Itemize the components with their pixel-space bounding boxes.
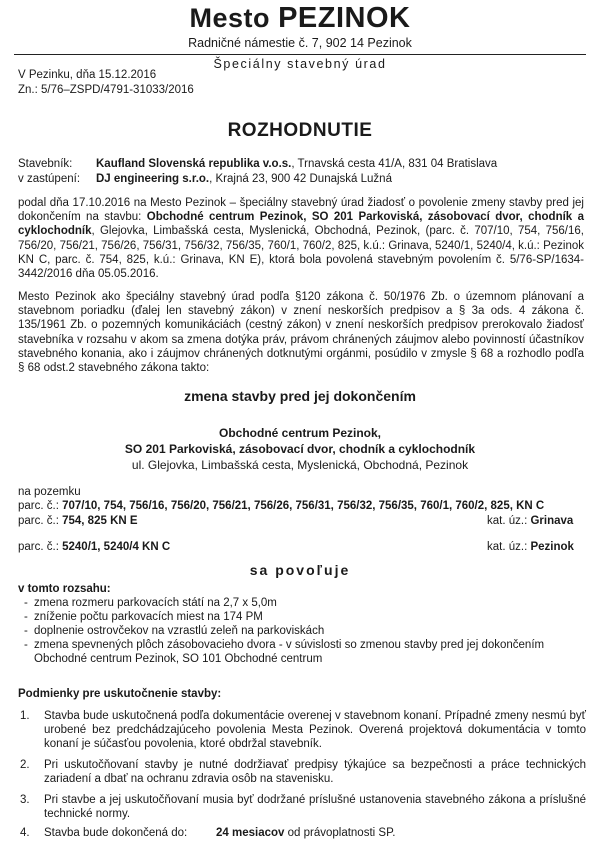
conditions-title: Podmienky pre uskutočnenie stavby: — [18, 688, 222, 700]
intro-text-c: , Glejovka, Limbašská cesta, Myslenická, Obchodná, Pezinok, (parc. č. 707/10, 754, 756/16, 756/20, 756/21, 756/26, 756/31, 756/32, 756/35, 760/1, 760/2, 825, k.ú.: Grinava, 5240/1, 5240/4, k.ú.: Pezinok KN C, parc. č. 754, 825, k.ú.: Grinava, KN E), ktorá bola povolená stavebným povolením č. 5/76-SP/1634-3442/2016 dňa 05.05.2016. — [18, 225, 584, 281]
parcel-numbers: 5240/1, 5240/4 KN C — [62, 541, 171, 553]
scope-item: - zníženie počtu parkovacích miest na 174 PM — [18, 610, 584, 624]
decision-subject: zmena stavby pred jej dokončením — [184, 388, 416, 404]
builder-value — [96, 158, 497, 170]
intro-paragraph — [18, 196, 584, 281]
parcel-row-3 — [18, 541, 170, 553]
scope-item: - zmena rozmeru parkovacích státí na 2,7 x 5,0m — [18, 596, 584, 610]
parcel-row-1 — [18, 500, 544, 512]
intro-project-name: Obchodné centrum Pezinok, SO 201 Parkoviská, zásobovací dvor, chodník a cyklochodník — [18, 211, 584, 238]
condition-item — [20, 709, 586, 752]
condition-text: Stavba bude uskutočnená podľa dokumentácie overenej v stavebnom konaní. Prípadné zmeny nesmú byť urobené bez predchádzajúceho povolenia Mesta Pezinok. Overená projektová dokumentácia v tomto konaní je súčasťou povolenia, ktoré obdržal stavebník. — [44, 710, 586, 751]
organization-name — [0, 2, 600, 35]
cadastral-grinava — [487, 515, 573, 527]
scope-list — [18, 596, 584, 666]
condition-deadline-suffix: od právoplatnosti SP. — [284, 827, 396, 839]
builder-address: , Trnavská cesta 41/A, 831 04 Bratislava — [291, 158, 498, 170]
parcel-numbers: 754, 825 KN E — [62, 515, 138, 527]
organization-prefix: Mesto — [189, 3, 271, 33]
scope-title: v tomto rozsahu: — [18, 583, 111, 595]
document-title: ROZHODNUTIE — [227, 120, 373, 141]
builder-name: Kaufland Slovenská republika v.o.s. — [96, 158, 292, 170]
cadastral-name: Grinava — [530, 515, 574, 527]
parcel-intro: na pozemku — [18, 486, 81, 498]
scope-item: - doplnenie ostrovčekov na vzrastlú zeleň na parkoviskách — [18, 624, 584, 638]
parcel-prefix: parc. č.: — [18, 541, 59, 553]
place-date: V Pezinku, dňa 15.12.2016 — [18, 69, 157, 81]
organization-city: PEZINOK — [278, 2, 411, 34]
condition-item — [20, 793, 586, 821]
condition-text: Pri uskutočňovaní stavby je nutné dodržiavať predpisy týkajúce sa bezpečnosti a práce technických zariadení a dbať na ochranu zdravia osôb na stavenisku. — [44, 759, 586, 786]
representative-label: v zastúpení: — [18, 173, 81, 185]
representative-name: DJ engineering s.r.o. — [96, 173, 210, 185]
cadastral-label: kat. úz.: — [487, 515, 528, 527]
authority-name: Špeciálny stavebný úrad — [213, 57, 387, 71]
condition-number: 1. — [20, 710, 30, 722]
condition-item — [20, 826, 586, 840]
representative-address: , Krajná 23, 900 42 Dunajská Lužná — [209, 173, 392, 185]
header-rule — [14, 54, 586, 55]
parcel-prefix: parc. č.: — [18, 515, 59, 527]
cadastral-pezinok — [487, 541, 574, 553]
permit-statement: sa povoľuje — [249, 562, 351, 578]
builder-label: Stavebník: — [18, 158, 73, 170]
parcel-numbers: 707/10, 754, 756/16, 756/20, 756/21, 756/26, 756/31, 756/32, 756/35, 760/1, 760/2, 825, KN C — [62, 500, 545, 512]
organization-address: Radničné námestie č. 7, 902 14 Pezinok — [188, 36, 412, 50]
condition-text: Pri stavbe a jej uskutočňovaní musia byť dodržané príslušné ustanovenia stavebného zákona a príslušné technické normy. — [44, 794, 586, 821]
intro-text-a: podal dňa 17.10.2016 na Mesto Pezinok – špeciálny stavebný úrad žiadosť o povolenie zmeny stavby pred jej dokončením na stavbu: — [18, 197, 584, 224]
condition-deadline-value: 24 mesiacov — [216, 827, 285, 839]
condition-deadline-label: Stavba bude dokončená do: — [44, 827, 188, 839]
project-line-1: Obchodné centrum Pezinok, — [218, 426, 382, 440]
condition-number: 4. — [20, 827, 30, 839]
cadastral-name: Pezinok — [530, 541, 574, 553]
reference-number: Zn.: 5/76–ZSPD/4791-31033/2016 — [18, 84, 194, 96]
representative-value — [96, 173, 392, 185]
cadastral-label: kat. úz.: — [487, 541, 528, 553]
parcel-prefix: parc. č.: — [18, 500, 59, 512]
condition-number: 2. — [20, 759, 30, 771]
project-line-3: ul. Glejovka, Limbašská cesta, Myslenická, Obchodná, Pezinok — [131, 458, 469, 472]
scope-item: - zmena spevnených plôch zásobovacieho dvora - v súvislosti so zmenou stavby pred jej dokončením Obchodné centrum Pezinok, SO 101 Obchodné centrum — [18, 638, 584, 666]
condition-item — [20, 758, 586, 786]
parcel-row-2 — [18, 515, 138, 527]
condition-text — [44, 826, 586, 840]
project-line-2: SO 201 Parkoviská, zásobovací dvor, chodník a cyklochodník — [124, 442, 476, 456]
condition-number: 3. — [20, 794, 30, 806]
legal-basis-paragraph: Mesto Pezinok ako špeciálny stavebný úrad podľa §120 zákona č. 50/1976 Zb. o územnom plánovaní a stavebnom poriadku (ďalej len stavebný zákon) v znení neskorších predpisov a § 3a ods. 4 zákona č. 135/1961 Zb. o pozemných komunikáciách (cestný zákon) v znení neskorších predpisov prerokovalo žiadosť stavebníka v rozsahu v akom sa zmena dotýka práv, právom chránených záujmov alebo povinností účastníkov stavebného konania, ako i záujmov chránených dotknutými orgánmi, posúdilo v zmysle § 68 a rozhodlo podľa § 68 odst.2 stavebného zákona takto: — [18, 291, 584, 375]
